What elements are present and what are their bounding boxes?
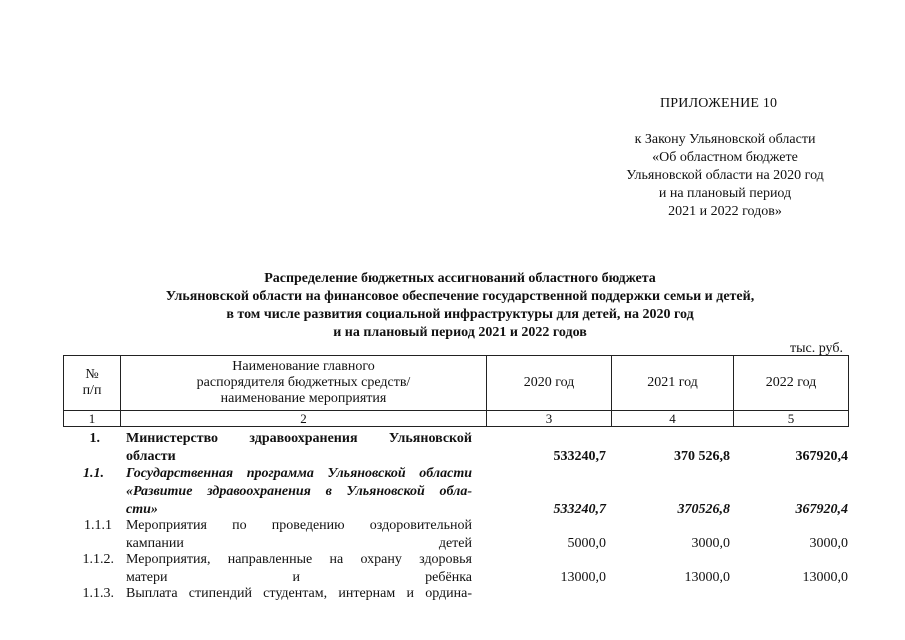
header-number: № п/п	[64, 356, 121, 411]
row-name: Государственная программа Ульяновской области «Развитие здравоохранения в Ульяновской обла- сти»	[126, 466, 472, 517]
document-title-line: и на плановый период 2021 и 2022 годов	[333, 325, 587, 340]
header-2020: 2020 год	[487, 356, 612, 411]
units-label: тыс. руб.	[790, 341, 843, 356]
row-name: Мероприятия, направленные на охрану здоровья матери и ребёнка	[126, 552, 472, 585]
row-number: 1.1.2.	[82, 552, 114, 567]
col-index-4: 4	[612, 411, 734, 427]
document-title-line: Ульяновской области на финансовое обеспечение государственной поддержки семьи и детей,	[165, 289, 755, 304]
law-reference-line: Ульяновской области на 2020 год	[626, 168, 824, 183]
law-reference-line: к Закону Ульяновской области	[634, 132, 816, 147]
row-name: Мероприятия по проведению оздоровительной кампании детей	[126, 518, 472, 551]
col-index-1: 1	[64, 411, 121, 427]
value-2021: 3000,0	[691, 536, 730, 551]
value-2020: 5000,0	[567, 536, 606, 551]
row-number: 1.	[89, 431, 100, 446]
value-2022: 3000,0	[809, 536, 848, 551]
document-title-line: Распределение бюджетных ассигнований областного бюджета	[264, 271, 656, 286]
value-2022: 367920,4	[795, 449, 848, 464]
document-title-line: в том числе развития социальной инфраструктуры для детей, на 2020 год	[226, 307, 694, 322]
law-reference	[590, 131, 860, 221]
row-number: 1.1.	[83, 466, 104, 481]
header-2022: 2022 год	[734, 356, 849, 411]
law-reference-line: «Об областном бюджете	[652, 150, 798, 165]
col-index-5: 5	[734, 411, 849, 427]
law-reference-line: 2021 и 2022 годов»	[668, 204, 782, 219]
header-name: Наименование главного распорядителя бюджетных средств/ наименование мероприятия	[121, 356, 487, 411]
appendix-title: ПРИЛОЖЕНИЕ 10	[660, 96, 778, 111]
budget-table-header	[63, 355, 849, 427]
value-2020: 13000,0	[560, 570, 606, 585]
document-title	[100, 270, 820, 342]
value-2020: 533240,7	[553, 449, 606, 464]
row-name: Министерство здравоохранения Ульяновской области	[126, 431, 472, 464]
row-number: 1.1.3.	[82, 586, 114, 601]
col-index-2: 2	[121, 411, 487, 427]
col-index-3: 3	[487, 411, 612, 427]
value-2020: 533240,7	[553, 502, 606, 517]
value-2021: 370 526,8	[674, 449, 730, 464]
row-number: 1.1.1	[84, 518, 112, 533]
law-reference-line: и на плановый период	[658, 186, 792, 201]
value-2021: 13000,0	[684, 570, 730, 585]
header-2021: 2021 год	[612, 356, 734, 411]
value-2021: 370526,8	[677, 502, 730, 517]
row-name: Выплата стипендий студентам, интернам и ордина-	[126, 586, 472, 601]
value-2022: 13000,0	[802, 570, 848, 585]
value-2022: 367920,4	[795, 502, 848, 517]
